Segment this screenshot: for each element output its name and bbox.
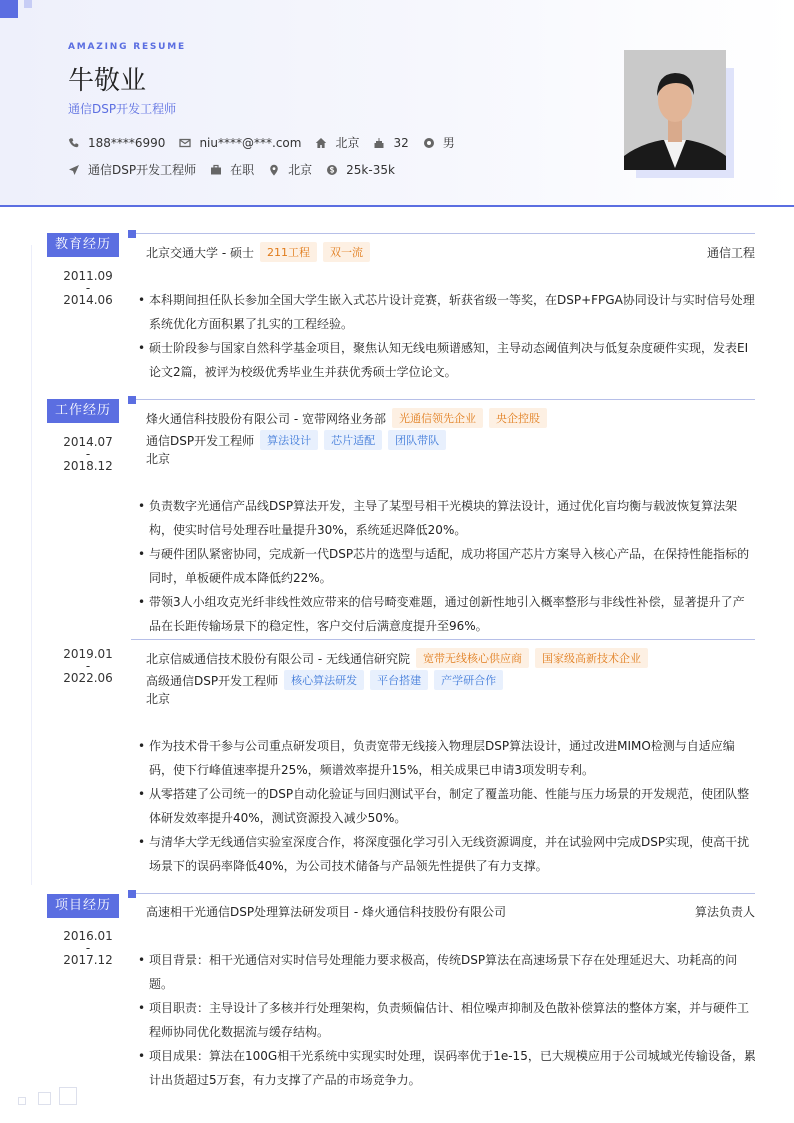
job-location: 北京 <box>146 692 171 706</box>
job-status: 在职 <box>230 163 255 177</box>
decor-square <box>38 1092 51 1105</box>
school-tag: 双一流 <box>323 242 370 262</box>
job-end: 2022.06 <box>63 671 113 685</box>
section-title-work: 工作经历 <box>47 399 119 423</box>
age: 32 <box>393 135 409 150</box>
position-tag: 算法设计 <box>260 430 318 450</box>
education-end: 2014.06 <box>63 293 113 307</box>
salary-item <box>326 163 395 177</box>
list-item: • 从零搭建了公司统一的DSP自动化验证与回归测试平台，制定了覆盖功能、性能与压力场景的开发规范，使团队整体研发效率提升40%，测试资源投入减少50%。 <box>138 782 756 830</box>
project-end: 2017.12 <box>63 953 113 967</box>
section-divider <box>136 233 755 234</box>
email-icon <box>179 137 191 149</box>
list-item: • 与清华大学无线通信实验室深度合作，将深度强化学习引入无线资源调度，并在试验网中完成DSP实现，使高干扰场景下的误码率降低40%，为公司技术储备与产品领先性提供了有力支撑。 <box>138 830 756 878</box>
salary: 25k-35k <box>346 162 395 177</box>
project-start: 2016.01 <box>63 929 113 943</box>
decor-square <box>0 0 18 18</box>
project-dates: 2016.01 - 2017.12 <box>50 924 126 972</box>
target-position: 通信DSP开发工程师 <box>88 163 197 177</box>
position-tag: 核心算法研发 <box>284 670 364 690</box>
list-item: • 硕士阶段参与国家自然科学基金项目，聚焦认知无线电频谱感知，主导动态阈值判决与低复杂度硬件实现，发表EI论文2篇，被评为校级优秀毕业生并获优秀硕士学位论文。 <box>138 336 756 384</box>
company-tag: 央企控股 <box>489 408 547 428</box>
gender-item <box>423 134 455 151</box>
job-start: 2014.07 <box>63 435 113 449</box>
project-role: 算法负责人 <box>694 905 755 919</box>
position-tag: 产学研合作 <box>434 670 503 690</box>
company-name: 北京信威通信技术股份有限公司 - 无线通信研究院 <box>146 651 410 666</box>
project-bullets <box>138 948 756 1092</box>
profile-photo <box>624 50 726 170</box>
company-tag: 国家级高新技术企业 <box>535 648 648 668</box>
job-bullets <box>138 494 756 638</box>
job-dates: 2014.07 - 2018.12 <box>50 430 126 478</box>
job-bullets <box>138 734 756 878</box>
list-item: • 与硬件团队紧密协同，完成新一代DSP芯片的选型与适配，成功将国产芯片方案导入核心产品，在保持性能指标的同时，单板硬件成本降低约22%。 <box>138 542 756 590</box>
phone-number: 188****6990 <box>88 135 166 150</box>
section-title-project: 项目经历 <box>47 894 119 918</box>
job-location: 北京 <box>146 452 171 466</box>
decor-square <box>18 1097 26 1105</box>
education-bullets <box>138 288 756 384</box>
section-divider <box>136 893 755 894</box>
section-marker <box>128 396 136 404</box>
job-company-line <box>146 648 755 668</box>
list-item: • 项目成果：算法在100G相干光系统中实现实时处理，误码率优于1e-15，已大规模应用于公司城域光传输设备，累计出货超过5万套，有力支撑了产品的市场竞争力。 <box>138 1044 756 1092</box>
job-divider <box>131 639 755 640</box>
job-position: 通信DSP开发工程师 <box>146 433 255 448</box>
section-marker <box>128 230 136 238</box>
job-position: 高级通信DSP开发工程师 <box>146 673 279 688</box>
list-item: • 带领3人小组攻克光纤非线性效应带来的信号畸变难题，通过创新性地引入概率整形与非线性补偿，显著提升了产品在长距传输场景下的稳定性，客户交付后满意度提升至96%。 <box>138 590 756 638</box>
job-position-line <box>146 670 755 690</box>
list-item: • 项目职责：主导设计了多核并行处理架构，负责频偏估计、相位噪声抑制及色散补偿算法的整体方案，并与硬件工程师协同优化数据流与缓存结构。 <box>138 996 756 1044</box>
send-icon <box>68 164 80 176</box>
company-tag: 宽带无线核心供应商 <box>416 648 529 668</box>
list-item: • 负责数字光通信产品线DSP算法开发，主导了某型号相干光模块的算法设计，通过优化盲均衡与载波恢复算法架构，使实时信号处理吞吐量提升30%，系统延迟降低20%。 <box>138 494 756 542</box>
home-icon <box>315 137 327 149</box>
job-dates: 2019.01 - 2022.06 <box>50 642 126 690</box>
candidate-title: 通信DSP开发工程师 <box>68 102 177 116</box>
school-name: 北京交通大学 - 硕士 <box>146 245 254 260</box>
age-item <box>373 136 408 150</box>
contact-row <box>68 134 469 151</box>
dollar-icon <box>326 164 338 176</box>
briefcase-icon <box>210 164 222 176</box>
section-marker <box>128 890 136 898</box>
gender: 男 <box>442 136 455 150</box>
list-item: • 项目背景：相干光通信对实时信号处理能力要求极高，传统DSP算法在高速场景下存在处理延迟大、功耗高的问题。 <box>138 948 756 996</box>
phone-item <box>68 136 165 150</box>
major: 通信工程 <box>706 245 755 260</box>
company-tag: 光通信领先企业 <box>392 408 483 428</box>
timeline-guide <box>31 245 32 885</box>
position-tag: 芯片适配 <box>324 430 382 450</box>
job-company-line <box>146 408 755 428</box>
intent-row <box>68 161 409 178</box>
list-item: • 作为技术骨干参与公司重点研发项目，负责宽带无线接入物理层DSP算法设计，通过改进MIMO检测与自适应编码，使下行峰值速率提升25%，频谱效率提升15%，相关成果已申请3项发明专利。 <box>138 734 756 782</box>
company-name: 烽火通信科技股份有限公司 - 宽带网络业务部 <box>146 411 386 426</box>
list-item: • 本科期间担任队长参加全国大学生嵌入式芯片设计竞赛，斩获省级一等奖，在DSP+FPGA协同设计与实时信号处理系统优化方面积累了扎实的工程经验。 <box>138 288 756 336</box>
location-pin-icon <box>268 164 280 176</box>
cake-icon <box>373 137 385 149</box>
email-item <box>179 136 301 150</box>
city-item <box>315 134 359 151</box>
education-start: 2011.09 <box>63 269 113 283</box>
job-end: 2018.12 <box>63 459 113 473</box>
phone-icon <box>68 137 80 149</box>
section-title-education: 教育经历 <box>47 233 119 257</box>
city: 北京 <box>335 136 360 150</box>
avatar <box>624 50 726 170</box>
project-header <box>146 903 755 920</box>
education-dates: 2011.09 - 2014.06 <box>50 264 126 312</box>
target-city-item <box>268 161 312 178</box>
target-city: 北京 <box>288 163 313 177</box>
position-tag: 团队带队 <box>388 430 446 450</box>
section-divider <box>136 399 755 400</box>
target-position-item <box>68 161 196 178</box>
status-item <box>210 161 254 178</box>
education-header <box>146 242 755 262</box>
position-tag: 平台搭建 <box>370 670 428 690</box>
school-tag: 211工程 <box>260 242 317 262</box>
job-start: 2019.01 <box>63 647 113 661</box>
email-address: niu****@***.com <box>199 135 302 150</box>
decor-square-small <box>24 0 32 8</box>
job-position-line <box>146 430 755 450</box>
decor-square <box>59 1087 77 1105</box>
project-name: 高速相干光通信DSP处理算法研发项目 - 烽火通信科技股份有限公司 <box>146 905 507 919</box>
candidate-name: 牛敬业 <box>68 66 147 96</box>
resume-header <box>0 0 794 207</box>
gender-icon <box>423 137 435 149</box>
brand-label: AMAZING RESUME <box>68 42 186 52</box>
